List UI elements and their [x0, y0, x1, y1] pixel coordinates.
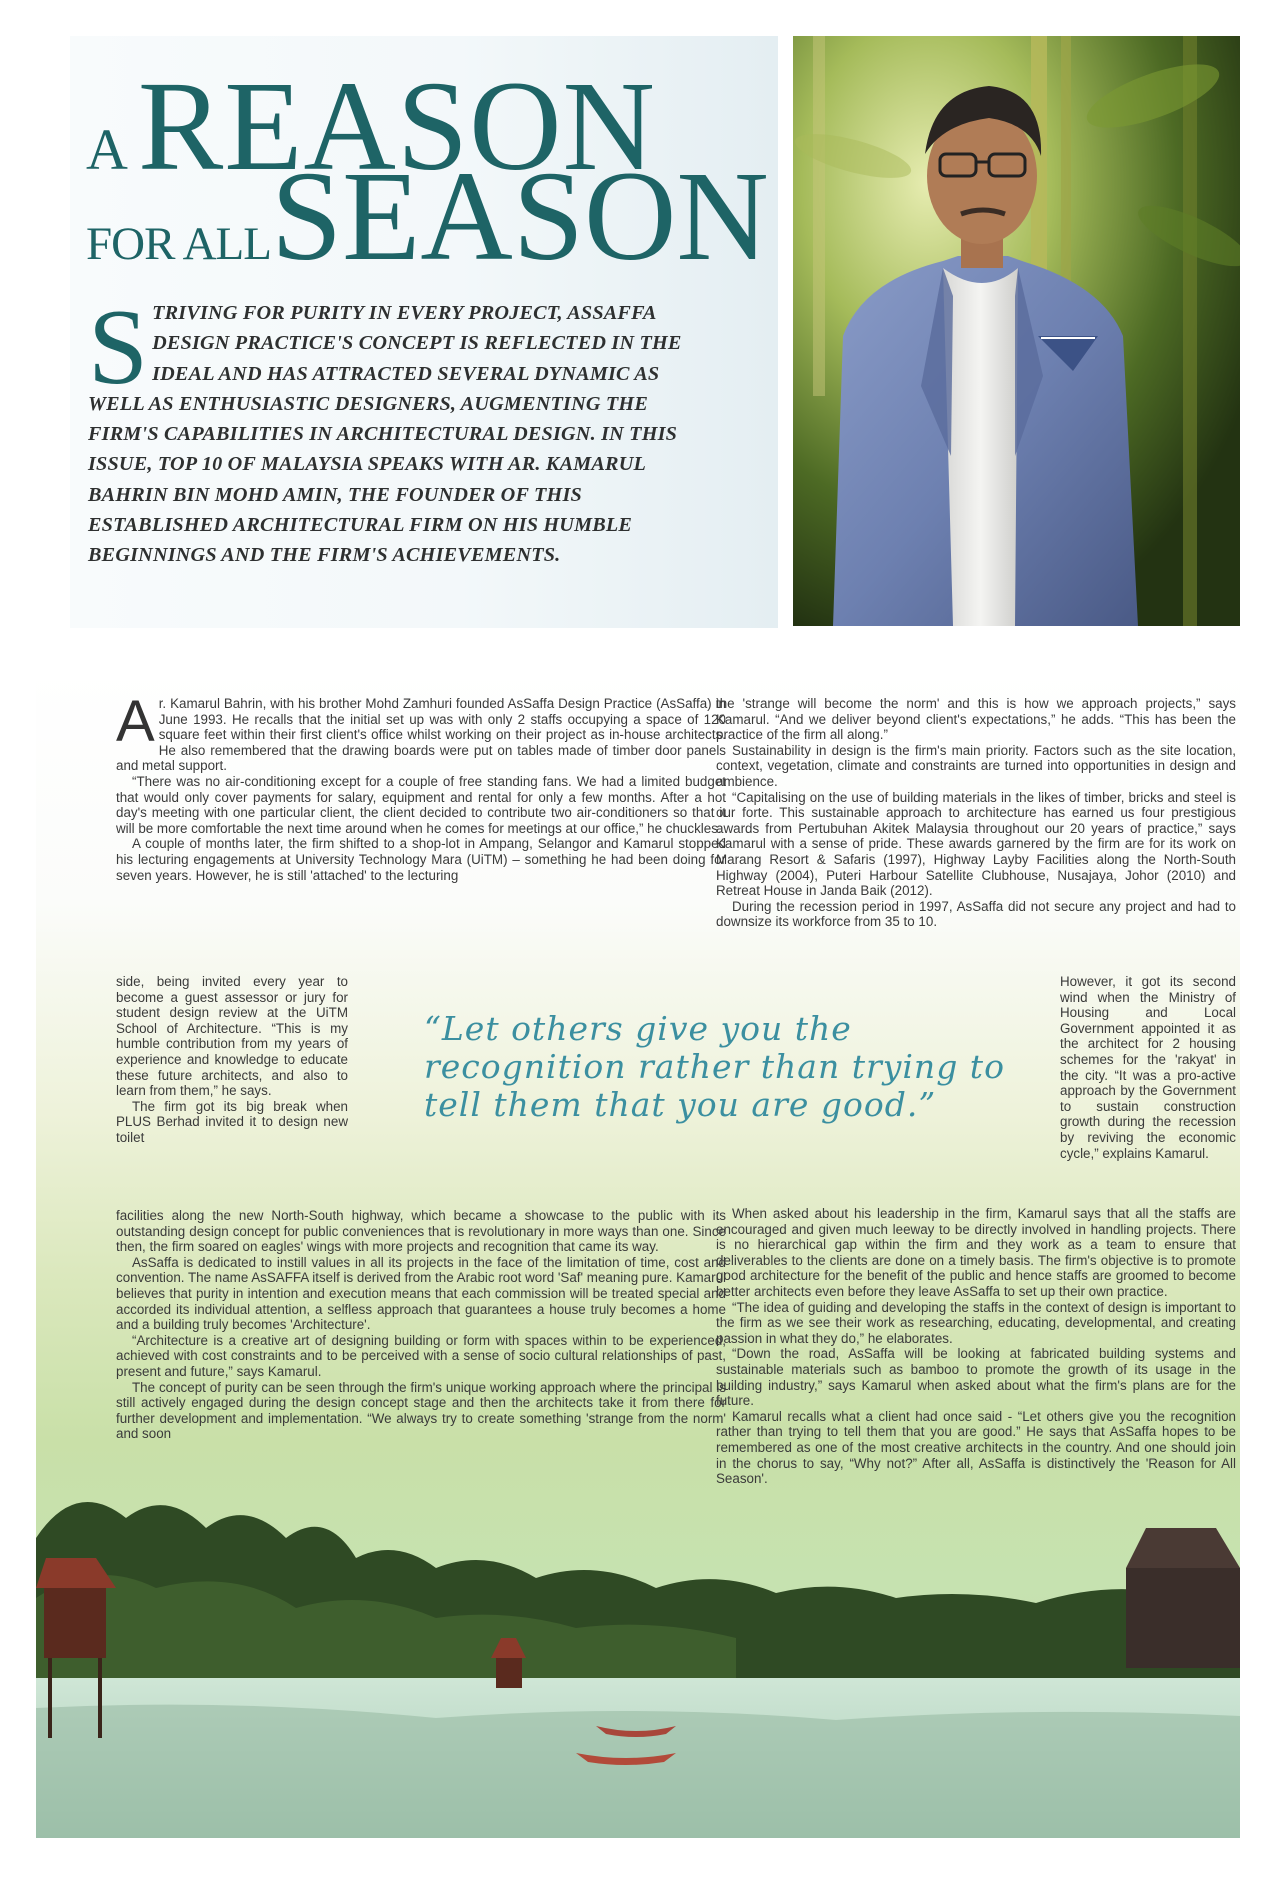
title-line-2 — [86, 145, 769, 287]
article-paragraph: “There was no air-conditioning except for a couple of free standing fans. We had a limited budget that would only cover payments for salary, equipment and rental for only a few months. After a hot day's meeting with one particular client, the client decided to contribute two air-conditioners so that it will be more comfortable the next time around when he comes for meetings at our office,” he chuckles. — [116, 773, 726, 836]
article-column-1-bottom — [116, 1208, 726, 1442]
article-paragraph: However, it got its second wind when the Ministry of Housing and Local Government appointed it as the architect for 2 housing schemes for the 'rakyat' in the city. “It was a pro-active approach by the Government to sustain construction growth during the recession by reviving the economic cycle,” explains Kamarul. — [1060, 974, 1236, 1161]
article-paragraph: Sustainability in design is the firm's main priority. Factors such as the site location, context, vegetation, climate and constraints are turned into opportunities in design and ambience. — [716, 742, 1236, 789]
article-paragraph: The concept of purity can be seen through the firm's unique working approach where the principal is still actively engaged during the design concept stage and then the architects take it from there for further development and implementation. “We always try to create something 'strange from the norm' and soon — [116, 1379, 726, 1442]
article-column-1-narrow — [116, 974, 348, 1146]
header-panel — [70, 36, 778, 628]
intro-text: TRIVING FOR PURITY IN EVERY PROJECT, ASSAFFA DESIGN PRACTICE'S CONCEPT IS REFLECTED IN THE IDEAL AND HAS ATTRACTED SEVERAL DYNAMIC AS WELL AS ENTHUSIASTIC DESIGNERS, AUGMENTING THE FIRM'S CAPABILITIES IN ARCHITECTURAL DESIGN. IN THIS ISSUE, TOP 10 OF MALAYSIA SPEAKS WITH AR. KAMARUL BAHRIN BIN MOHD AMIN, THE FOUNDER OF THIS ESTABLISHED ARCHITECTURAL FIRM ON HIS HUMBLE BEGINNINGS AND THE FIRM'S ACHIEVEMENTS. — [88, 302, 682, 567]
portrait-illustration — [793, 36, 1240, 626]
article-paragraph: “Architecture is a creative art of designing building or form with spaces within to be experienced, achieved with cost constraints and to be perceived with a sense of socio cultural relationships of past, present and future,” says Kamarul. — [116, 1332, 726, 1379]
intro-block — [88, 288, 688, 571]
article-paragraph: A couple of months later, the firm shifted to a shop-lot in Ampang, Selangor and Kamarul stopped his lecturing engagements at University Technology Mara (UiTM) – something he had been doing for seven years. However, he is still 'attached' to the lecturing — [116, 836, 726, 883]
article-paragraph: The firm got its big break when PLUS Berhad invited it to design new toilet — [116, 1098, 348, 1145]
portrait-photo — [793, 36, 1240, 626]
title-word-season: SEASON — [270, 145, 769, 287]
intro-dropcap: S — [88, 288, 149, 407]
pull-quote: “Let others give you the recognition rather than trying to tell them that you are good.” — [424, 1009, 1005, 1124]
article-paragraph: AsSaffa is dedicated to instill values in all its projects in the face of the limitation of time, cost and convention. The name AsSAFFA itself is derived from the Arabic root word 'Saf' meaning pure. Kamarul believes that purity in intention and execution means that each commission will be treated special and accorded its individual attention, a selfless approach that guarantees a house truly becomes a home and a building truly becomes 'Architecture'. — [116, 1254, 726, 1333]
article-dropcap: A — [116, 689, 155, 754]
article-paragraph: the 'strange will become the norm' and this is how we approach projects,” says Kamarul. “And we deliver beyond client's expectations,” he adds. “This has been the practice of the firm all along.” — [716, 696, 1236, 743]
title-word-reason: REASON — [137, 55, 656, 197]
title-word-a: A — [86, 117, 130, 182]
article-paragraph: “Down the road, AsSaffa will be looking at fabricated building systems and sustainable materials such as bamboo to promote the growth of its usage in the building industry,” says Kamarul when asked about what the firm's plans are for the future. — [716, 1346, 1236, 1409]
article-paragraph: “The idea of guiding and developing the staffs in the context of design is important to the firm as we see their work as researching, educating, developmental, and creating passion in what they do,” he elaborates. — [716, 1299, 1236, 1346]
article-paragraph: Kamarul recalls what a client had once said - “Let others give you the recognition rather than trying to tell them that you are good.” He says that AsSaffa hopes to be remembered as one of the most creative architects in the country. And one should join in the chorus to say, “Why not?” After all, AsSaffa is distinctively the 'Reason for All Season'. — [716, 1408, 1236, 1487]
article-paragraph: When asked about his leadership in the firm, Kamarul says that all the staffs are encouraged and given much leeway to be directly involved in handling projects. There is no hierarchical gap within the firm and they work as a team to ensure that deliverables to the clients are done on a timely basis. The firm's objective is to promote good architecture for the benefit of the public and hence staffs are groomed to become better architects even before they leave AsSaffa to set up their own practice. — [716, 1206, 1236, 1299]
article-column-1-top — [116, 689, 726, 883]
article-body-panel — [36, 668, 1240, 1838]
article-column-2-bottom — [716, 1206, 1236, 1487]
article-paragraph: side, being invited every year to become a guest assessor or jury for student design review at the UiTM School of Architecture. “This is my humble contribution from my years of experience and knowledge to educate these future architects, and also to learn from them,” he says. — [116, 974, 348, 1099]
lake-landscape-image — [36, 1478, 1240, 1838]
article-paragraph: r. Kamarul Bahrin, with his brother Mohd Zamhuri founded AsSaffa Design Practice (AsSaffa) in June 1993. He recalls that the initial set up was with only 2 staffs occupying a space of 120 square feet within their first client's office whilst working on their project as in-house architects. He also remembered that the drawing boards were put on tables made of timber door panels and metal support. — [116, 696, 726, 774]
article-column-2-top — [716, 696, 1236, 930]
article-paragraph: facilities along the new North-South highway, which became a showcase to the public with its outstanding design concept for public conveniences that is revolutionary in more ways than one. Since then, the firm soared on eagles' wings with more projects and recognition that came its way. — [116, 1208, 726, 1255]
article-paragraph: During the recession period in 1997, AsSaffa did not secure any project and had to downsize its workforce from 35 to 10. — [716, 898, 1236, 930]
title-words-for-all: FOR ALL — [86, 218, 271, 270]
article-column-2-narrow — [1060, 974, 1236, 1161]
article-paragraph: “Capitalising on the use of building materials in the likes of timber, bricks and steel is our forte. This sustainable approach to architecture has earned us four prestigious awards from Pertubuhan Akitek Malaysia throughout our 20 years of practice,” says Kamarul with a sense of pride. These awards garnered by the firm are for its work on Marang Resort & Safaris (1997), Highway Layby Facilities along the North-South Highway (2004), Puteri Harbour Satellite Clubhouse, Nusajaya, Johor (2010) and Retreat House in Janda Baik (2012). — [716, 789, 1236, 899]
